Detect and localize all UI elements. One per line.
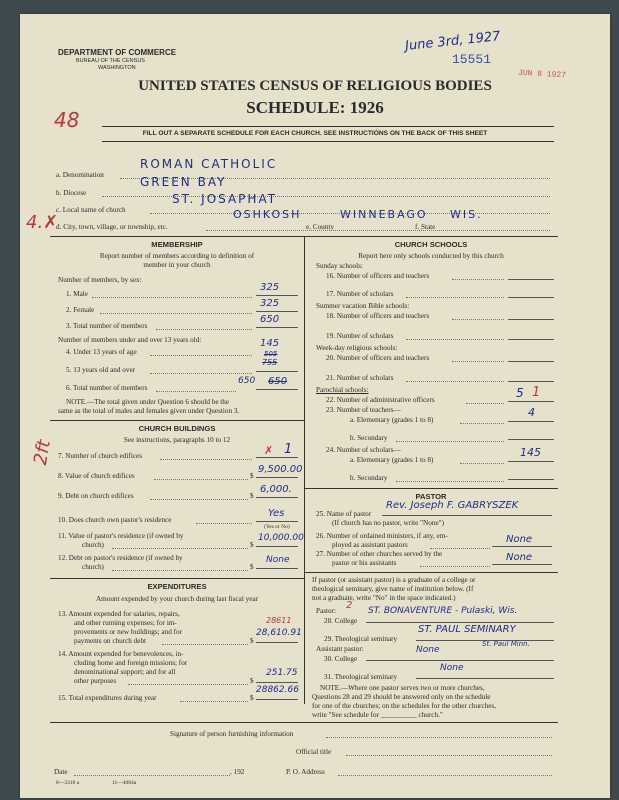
- q23a-label: a. Elementary (grades 1 to 8): [350, 416, 434, 424]
- margin-x-mark: 4.✗: [26, 212, 59, 233]
- q2-female-label: 2. Female: [66, 306, 95, 314]
- po-address-label: P. O. Address: [286, 768, 325, 776]
- county-value: WINNEBAGO: [340, 208, 428, 221]
- pastor-note-4: write "See schedule for __________ church.": [312, 711, 443, 719]
- q13-red-note: 28611: [266, 616, 292, 625]
- q3-total-label: 3. Total number of members: [66, 322, 148, 330]
- q31-label: 31. Theological seminary: [324, 673, 398, 681]
- q9-debt-amount: 6,000.: [260, 484, 292, 495]
- q14-label-1: 14. Amount expended for benevolences, in-: [58, 650, 184, 658]
- q20-label: 20. Number of officers and teachers: [326, 354, 430, 362]
- q31-value: None: [440, 663, 464, 673]
- q11-dollar: $: [250, 541, 254, 549]
- q24a-label: a. Elementary (grades 1 to 8): [350, 456, 434, 464]
- q27-label-1: 27. Number of other churches served by the: [316, 550, 443, 558]
- date-label: Date: [54, 768, 68, 776]
- q12-dollar: $: [250, 563, 254, 571]
- q14-label-3: denominational support; and for all: [74, 668, 176, 676]
- q15-dollar: $: [250, 694, 254, 702]
- diocese-value: GREEN BAY: [140, 175, 227, 189]
- form-code-2: 11—4084a: [112, 780, 137, 786]
- q1-male-label: 1. Male: [66, 290, 88, 298]
- pastor-red-mark: 2: [346, 600, 353, 611]
- expenditures-sub: Amount expended by your church during last fiscal year: [95, 595, 259, 603]
- received-date-stamp: JUN 8 1927: [517, 68, 567, 81]
- q16-label: 16. Number of officers and teachers: [326, 272, 430, 280]
- q24-label: 24. Number of scholars—: [326, 446, 401, 454]
- q23b-label: b. Secondary: [350, 434, 388, 442]
- q8-value-amount: 9,500.00: [258, 464, 303, 475]
- membership-heading: MEMBERSHIP: [151, 240, 203, 249]
- q15-label: 15. Total expenditures during year: [58, 694, 157, 702]
- date-year-label: , 192: [230, 768, 245, 776]
- q30-value: None: [416, 645, 440, 655]
- q21-label: 21. Number of scholars: [326, 374, 394, 382]
- q12-label-1: 12. Debt on pastor's residence (if owned by: [58, 554, 183, 562]
- handwritten-date: June 3rd, 1927: [404, 29, 502, 54]
- q10-residence-label: 10. Does church own pastor's residence: [58, 516, 172, 524]
- q9-debt-label: 9. Debt on church edifices: [58, 492, 134, 500]
- q3-total-value: 650: [260, 314, 280, 325]
- q8-value-label: 8. Value of church edifices: [58, 472, 135, 480]
- pastor-note-2: Questions 28 and 29 should be answered only on the schedule: [312, 693, 491, 701]
- schools-heading: CHURCH SCHOOLS: [394, 240, 468, 249]
- census-schedule-sheet: [20, 14, 610, 798]
- q7-red-strike: ✗: [264, 444, 274, 457]
- q6-struck-value: 650: [268, 376, 288, 387]
- q26-label-1: 26. Number of ordained ministers, if any, em-: [316, 532, 448, 540]
- q23-label: 23. Number of teachers—: [326, 406, 401, 414]
- membership-note1: NOTE.—The total given under Question 6 should be the: [66, 398, 230, 406]
- graduate-instruction-3: not a graduate, write "No" in the space indicated.): [312, 594, 456, 602]
- form-code-1: 8—3318 a: [56, 780, 80, 786]
- q27-value: None: [506, 552, 533, 563]
- q29-label: 29. Theological seminary: [324, 635, 398, 643]
- q7-edifices-value: 1: [284, 442, 293, 457]
- margin-mark-2ft: 2ft: [29, 438, 55, 467]
- pastor-note-3: for one of the churches; on the schedules for the other churches,: [312, 702, 497, 710]
- assistant-pastor-label: Assistant pastor:: [316, 645, 364, 653]
- q6-total-label: 6. Total number of members: [66, 384, 148, 392]
- weekday-schools-label: Week-day religious schools:: [316, 344, 398, 352]
- denomination-value: ROMAN CATHOLIC: [140, 157, 278, 171]
- q1-male-value: 325: [260, 282, 280, 293]
- q28-college-value: ST. BONAVENTURE - Pulaski, Wis.: [368, 606, 518, 616]
- under-over-label: Number of members under and over 13 years old:: [58, 336, 202, 344]
- q5-over13-value: 755: [262, 358, 278, 367]
- q13-amount: 28,610.91: [256, 628, 302, 638]
- summer-schools-label: Summer vacation Bible schools:: [316, 302, 410, 310]
- q11-label-1: 11. Value of pastor's residence (if owned by: [58, 532, 184, 540]
- q8-dollar: $: [250, 472, 254, 480]
- department-label: DEPARTMENT OF COMMERCE: [58, 48, 177, 57]
- q25-pastor-name: Rev. Joseph F. GABRYSZEK: [386, 500, 519, 511]
- pastor-sub-label: Pastor:: [316, 607, 336, 615]
- county-label: e. County: [306, 223, 334, 231]
- pastor-note-1: NOTE.—Where one pastor serves two or more churches,: [320, 684, 485, 692]
- stamp-number: 15551: [452, 52, 492, 67]
- q4-struck-value: 505: [264, 350, 278, 358]
- q15-amount: 28862.66: [256, 685, 299, 695]
- q14-label-4: other purposes: [74, 677, 117, 685]
- q29-seminary-location: St. Paul Minn.: [482, 640, 530, 648]
- q22-value-mark: 5: [516, 386, 524, 400]
- church-name-label: c. Local name of church: [56, 206, 126, 214]
- pastor-heading: PASTOR: [415, 492, 447, 501]
- q23a-value: 4: [528, 406, 535, 419]
- q18-label: 18. Number of officers and teachers: [326, 312, 430, 320]
- q19-label: 19. Number of scholars: [326, 332, 394, 340]
- q4-under13-label: 4. Under 13 years of age: [66, 348, 137, 356]
- q6-total-value: 650: [238, 376, 256, 386]
- city-label-field: d. City, town, village, or township, etc.: [56, 223, 168, 231]
- q4-under13-value: 145: [260, 338, 280, 349]
- q30-label: 30. College: [324, 655, 358, 663]
- q17-label: 17. Number of scholars: [326, 290, 394, 298]
- state-value: WIS.: [450, 208, 483, 221]
- sunday-schools-label: Sunday schools:: [316, 262, 363, 270]
- membership-sub1: Report number of members according to definition of: [99, 252, 255, 260]
- parochial-schools-label: Parochial schools:: [316, 386, 369, 394]
- q13-label-2: and other running expenses; for im-: [74, 619, 177, 627]
- q14-amount: 251.75: [266, 668, 298, 678]
- q13-label-3: provements or new buildings; and for: [74, 628, 182, 636]
- bureau-label: BUREAU OF THE CENSUS: [76, 58, 145, 64]
- state-label: f. State: [415, 223, 436, 231]
- diocese-label: b. Diocese: [56, 189, 87, 197]
- city-value: OSHKOSH: [233, 208, 302, 221]
- instruction-line: FILL OUT A SEPARATE SCHEDULE FOR EACH CHURCH. SEE INSTRUCTIONS ON THE BACK OF THIS SHEET: [142, 130, 488, 137]
- signature-label: Signature of person furnishing information: [170, 730, 294, 738]
- schedule-title: SCHEDULE: 1926: [246, 98, 384, 117]
- q12-debt-amount: None: [266, 555, 290, 565]
- q14-label-2: cluding home and foreign missions; for: [74, 659, 188, 667]
- q28-label: 28. College: [324, 617, 358, 625]
- church-name-value: ST. JOSAPHAT: [172, 192, 278, 206]
- q13-label-4: payments on church debt: [74, 637, 147, 645]
- graduate-instruction-2: theological seminary, give name of institution below. (If: [312, 585, 474, 593]
- graduate-instruction-1: If pastor (or assistant pastor) is a graduate of a college or: [312, 576, 476, 584]
- q10-options: (Yes or No): [264, 524, 290, 530]
- members-by-sex-label: Number of members, by sex:: [58, 276, 142, 284]
- q24b-label: b. Secondary: [350, 474, 388, 482]
- q12-label-2: church): [82, 563, 104, 571]
- q13-dollar: $: [250, 637, 254, 645]
- margin-mark-48: 48: [54, 108, 80, 132]
- q25-note: (If church has no pastor, write "None"): [332, 519, 444, 527]
- q5-over13-label: 5. 13 years old and over: [66, 366, 136, 374]
- q25-label: 25. Name of pastor: [316, 510, 372, 518]
- buildings-heading: CHURCH BUILDINGS: [138, 424, 216, 433]
- denomination-label: a. Denomination: [56, 171, 104, 179]
- membership-sub2: member in your church: [143, 261, 211, 269]
- q7-edifices-label: 7. Number of church edifices: [58, 452, 143, 460]
- q27-label-2: pastor or his assistants: [332, 559, 397, 567]
- q29-seminary-value: ST. PAUL SEMINARY: [418, 624, 516, 635]
- q9-dollar: $: [250, 492, 254, 500]
- membership-note2: same as the total of males and females given under Question 3.: [58, 407, 240, 415]
- q26-label-2: ployed as assistant pastors: [332, 541, 408, 549]
- official-title-label: Official title: [296, 748, 332, 756]
- q10-residence-value: Yes: [268, 508, 285, 519]
- q14-dollar: $: [250, 677, 254, 685]
- schools-sub: Report here only schools conducted by this church: [358, 252, 504, 260]
- q13-label-1: 13. Amount expended for salaries, repairs,: [58, 610, 180, 618]
- form-title: UNITED STATES CENSUS OF RELIGIOUS BODIES: [138, 78, 492, 94]
- q2-female-value: 325: [260, 298, 280, 309]
- q26-value: None: [506, 534, 533, 545]
- q22-label: 22. Number of administrative officers: [326, 396, 435, 404]
- expenditures-heading: EXPENDITURES: [147, 582, 207, 591]
- buildings-sub: See instructions, paragraphs 10 to 12: [123, 436, 231, 444]
- q11-value-amount: 10,000.00: [258, 533, 304, 543]
- q11-label-2: church): [82, 541, 104, 549]
- city-label: WASHINGTON: [98, 65, 136, 71]
- q24a-value: 145: [520, 446, 541, 459]
- q22-value: 1: [532, 385, 541, 400]
